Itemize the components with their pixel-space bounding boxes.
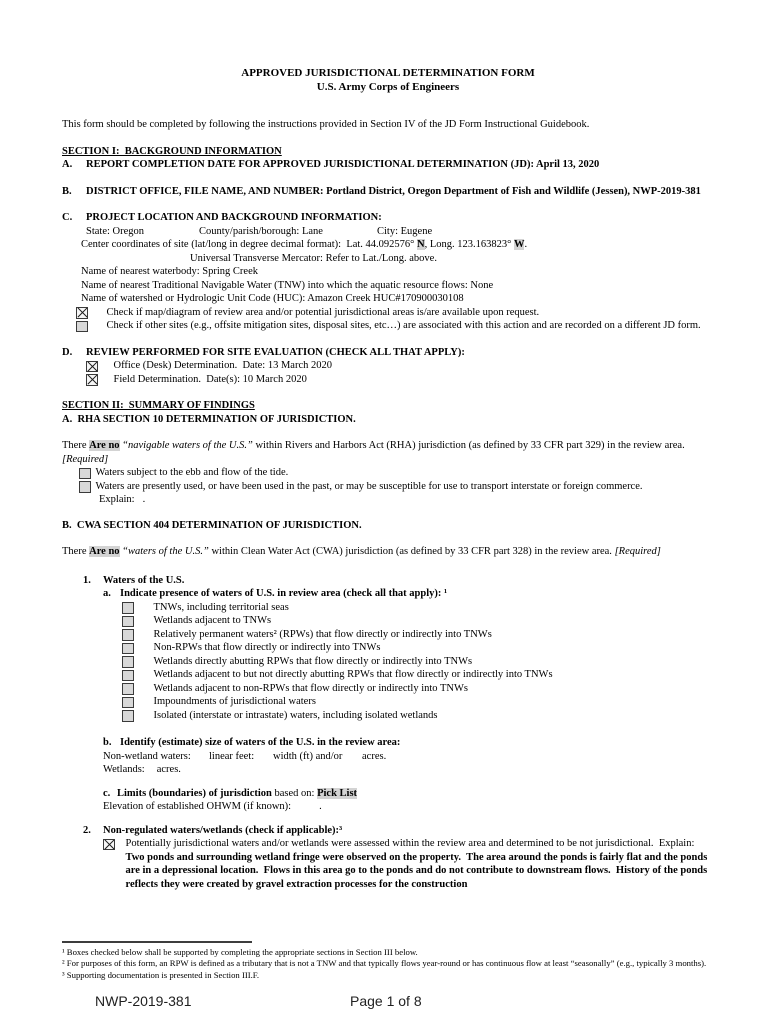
utm-line: Universal Transverse Mercator: Refer to Lat./Long. above. (190, 252, 437, 264)
non-wetland-waters-line (103, 750, 714, 764)
cwa-heading: B. CWA SECTION 404 DETERMINATION OF JURISDICTION. (62, 519, 362, 531)
item-a-text: REPORT COMPLETION DATE FOR APPROVED JURISDICTIONAL DETERMINATION (JD): April 13, 2020 (86, 159, 600, 170)
section-ii (62, 399, 714, 426)
tide-check-row (79, 466, 714, 480)
rha-paragraph: There Are no “navigable waters of the U.S.” within Rivers and Harbors Act (RHA) jurisdiction (as defined by 33 CFR part 329) in the review area. [Required] (62, 440, 688, 465)
long-direction-field[interactable]: W (513, 239, 525, 250)
map-diagram-check-row (76, 306, 714, 320)
waters-check-row (122, 695, 714, 709)
field-determination-row (86, 373, 714, 387)
acres-label: acres. (362, 750, 387, 762)
field-determination-label: Field Determination. Date(s): 10 March 2020 (113, 373, 307, 385)
item-c-heading: PROJECT LOCATION AND BACKGROUND INFORMATION: (86, 212, 382, 223)
item-1a-heading-row (103, 587, 714, 601)
wetlands-acres-label: acres. (156, 764, 181, 775)
item-a-report-date (62, 158, 714, 172)
form-title: APPROVED JURISDICTIONAL DETERMINATION FORM (241, 67, 535, 79)
item-a-label: A. (62, 159, 73, 170)
non-regulated-block (62, 824, 714, 892)
commerce-checkbox[interactable] (79, 481, 91, 493)
rha-heading: A. RHA SECTION 10 DETERMINATION OF JURISDICTION. (62, 413, 356, 425)
item-1-heading-row (83, 574, 714, 588)
wetlands-size-line (103, 763, 714, 777)
ohwm-value[interactable]: . (319, 801, 322, 812)
wetlands-adjacent-tnws-label: Wetlands adjacent to TNWs (153, 615, 272, 626)
wetlands-adjacent-non-rpws-checkbox[interactable] (122, 683, 134, 695)
item-2-label: 2. (83, 824, 91, 836)
wetlands-not-abutting-rpws-checkbox[interactable] (122, 670, 134, 682)
wetlands-label: Wetlands: (103, 764, 145, 775)
item-1a-label: a. (103, 588, 111, 599)
tnws-label: TNWs, including territorial seas (153, 601, 289, 613)
waters-check-row (122, 628, 714, 642)
tnw-line: Name of nearest Traditional Navigable Water (TNW) into which the aquatic resource flows: None (81, 279, 494, 291)
item-1c-heading: Limits (boundaries) of jurisdiction based on: Pick List (117, 787, 358, 799)
wetlands-abutting-rpws-checkbox[interactable] (122, 656, 134, 668)
item-1-label: 1. (83, 574, 91, 586)
non-rpws-checkbox[interactable] (122, 643, 134, 655)
commerce-check-row (79, 480, 714, 494)
page-indicator: Page 1 of 8 (350, 993, 422, 1009)
file-number: NWP-2019-381 (95, 993, 192, 1009)
city-field: City: Eugene (377, 225, 433, 237)
item-1b-label: b. (103, 737, 112, 748)
isolated-waters-label: Isolated (interstate or intrastate) waters, including isolated wetlands (153, 709, 438, 721)
non-jurisdictional-text: Potentially jurisdictional waters and/or wetlands were assessed within the review area and determined to be not jurisdictional. Explain: Two ponds and surrounding wetland fringe were observed on the property. The area around the ponds is fairly flat and the ponds are in a depressional location. Flows in this area go to the ponds and do not contribute to downstream flows. History of the ponds reflects they were created by gravel extraction processes for the construction (125, 838, 710, 890)
footnote-2: ² For purposes of this form, an RPW is defined as a tributary that is not a TNW and that typically flows year-round or has continuous flow at least “seasonally” (e.g., typically 3 months). (62, 958, 707, 969)
item-c-label: C. (62, 212, 73, 223)
identify-size-block (62, 736, 714, 777)
item-d-heading-row (62, 346, 714, 360)
waters-check-row (122, 682, 714, 696)
other-sites-label: Check if other sites (e.g., offsite mitigation sites, disposal sites, etc…) are associated with this action and are recorded on a different JD form. (106, 320, 701, 331)
other-sites-check-row (76, 319, 714, 333)
rha-are-no-field[interactable]: Are no (89, 440, 120, 451)
wetlands-not-abutting-rpws-label: Wetlands adjacent to but not directly abutting RPWs that flow directly or indirectly into TNWs (153, 669, 553, 680)
ohwm-line: Elevation of established OHWM (if known): . (103, 801, 322, 812)
waterbody-line: Name of nearest waterbody: Spring Creek (81, 266, 258, 277)
waters-check-row (122, 709, 714, 723)
item-1b-heading-row (103, 736, 714, 750)
limits-block (62, 787, 714, 814)
cwa-paragraph: There Are no “waters of the U.S.” within Clean Water Act (CWA) jurisdiction (as defined by 33 CFR part 328) in the review area. [Required] (62, 546, 661, 557)
item-1c-label: c. (103, 787, 111, 799)
waters-check-row (122, 668, 714, 682)
map-diagram-checkbox[interactable] (76, 307, 88, 319)
item-1-heading: Waters of the U.S. (103, 574, 185, 586)
section-ii-heading: SECTION II: SUMMARY OF FINDINGS (62, 400, 255, 411)
county-field: County/parish/borough: Lane (199, 225, 323, 237)
form-subtitle: U.S. Army Corps of Engineers (316, 81, 460, 93)
item-c-body (81, 225, 714, 306)
section-i (62, 145, 714, 172)
rpws-checkbox[interactable] (122, 629, 134, 641)
impoundments-checkbox[interactable] (122, 697, 134, 709)
section-i-heading: SECTION I: BACKGROUND INFORMATION (62, 145, 282, 157)
office-determination-row (86, 359, 714, 373)
wetlands-abutting-rpws-label: Wetlands directly abutting RPWs that flow directly or indirectly into TNWs (153, 655, 473, 667)
state-field: State: Oregon (86, 225, 145, 237)
width-label: width (ft) and/or (273, 750, 343, 762)
waters-check-row (122, 601, 714, 615)
huc-line: Name of watershed or Hydrologic Unit Code (HUC): Amazon Creek HUC#170900030108 (81, 293, 464, 304)
item-1a-heading: Indicate presence of waters of U.S. in review area (check all that apply): ¹ (120, 588, 448, 599)
waters-check-row (122, 614, 714, 628)
item-c-heading-row (62, 211, 714, 225)
tide-checkbox[interactable] (79, 468, 91, 480)
waters-check-row (122, 641, 714, 655)
wetlands-adjacent-tnws-checkbox[interactable] (122, 616, 134, 628)
item-b-text: DISTRICT OFFICE, FILE NAME, AND NUMBER: Portland District, Oregon Department of Fish and Wildlife (Jessen), NWP-2019-381 (86, 185, 701, 197)
item-2-heading-row (83, 824, 714, 838)
non-jurisdictional-check-row (103, 837, 714, 891)
coordinates-line: Center coordinates of site (lat/long in degree decimal format): Lat. 44.092576° N, Long. 123.163823° W. (81, 239, 528, 250)
item-d-label: D. (62, 346, 73, 358)
lat-direction-field[interactable]: N (417, 239, 425, 250)
item-c-project-location (62, 211, 714, 333)
tide-label: Waters subject to the ebb and flow of the tide. (95, 467, 289, 478)
item-1b-heading: Identify (estimate) size of waters of the U.S. in the review area: (120, 737, 401, 748)
rha-explain-line: Explain: . (99, 494, 146, 505)
office-determination-checkbox[interactable] (86, 361, 98, 373)
isolated-waters-checkbox[interactable] (122, 710, 134, 722)
footnote-1: ¹ Boxes checked below shall be supported by completing the appropriate sections in Section III below. (62, 947, 418, 957)
footnote-separator (62, 941, 252, 943)
cwa-are-no-field[interactable]: Are no (89, 546, 120, 557)
item-d-review-performed (62, 346, 714, 387)
item-1c-heading-row (103, 787, 714, 801)
required-note: [Required] (614, 546, 661, 557)
item-b-label: B. (62, 185, 72, 197)
intro-text: This form should be completed by following the instructions provided in Section IV of the JD Form Instructional Guidebook. (62, 119, 590, 130)
item-b-district-office (62, 185, 714, 199)
footnote-3: ³ Supporting documentation is presented in Section III.F. (62, 969, 260, 980)
item-d-heading: REVIEW PERFORMED FOR SITE EVALUATION (CHECK ALL THAT APPLY): (86, 346, 465, 358)
non-wetland-waters-label: Non-wetland waters: (103, 750, 191, 762)
map-diagram-label: Check if map/diagram of review area and/or potential jurisdictional areas is/are available upon request. (106, 306, 540, 318)
rpws-label: Relatively permanent waters² (RPWs) that flow directly or indirectly into TNWs (153, 628, 492, 640)
rha-explain-value[interactable]: . (142, 494, 146, 505)
non-rpws-label: Non-RPWs that flow directly or indirectly into TNWs (153, 642, 381, 653)
required-note: [Required] (62, 453, 109, 465)
office-determination-label: Office (Desk) Determination. Date: 13 March 2020 (113, 360, 332, 371)
field-determination-checkbox[interactable] (86, 374, 98, 386)
page-footer (0, 995, 770, 1017)
pick-list-field[interactable]: Pick List (317, 787, 358, 799)
footnotes (62, 941, 714, 981)
state-county-city-line (81, 225, 714, 239)
tnws-checkbox[interactable] (122, 602, 134, 614)
waters-check-row (122, 655, 714, 669)
other-sites-checkbox[interactable] (76, 321, 88, 333)
impoundments-label: Impoundments of jurisdictional waters (153, 696, 316, 707)
commerce-label: Waters are presently used, or have been used in the past, or may be susceptible for use to transport interstate or foreign commerce. (95, 480, 643, 492)
item-2-heading: Non-regulated waters/wetlands (check if applicable):³ (103, 824, 343, 836)
wetlands-adjacent-non-rpws-label: Wetlands adjacent to non-RPWs that flow directly or indirectly into TNWs (153, 682, 468, 694)
explain-text: Two ponds and surrounding wetland fringe were observed on the property. The area around the ponds is fairly flat and the ponds are in a depressional location. Flows in this area go to the ponds and do not contribute to downstream flows. History of the ponds reflects they were created by gravel extraction processes for the construction (125, 851, 710, 890)
waters-of-us-block (62, 574, 714, 723)
non-jurisdictional-checkbox[interactable] (103, 839, 115, 851)
linear-feet-label: linear feet: (209, 750, 255, 762)
